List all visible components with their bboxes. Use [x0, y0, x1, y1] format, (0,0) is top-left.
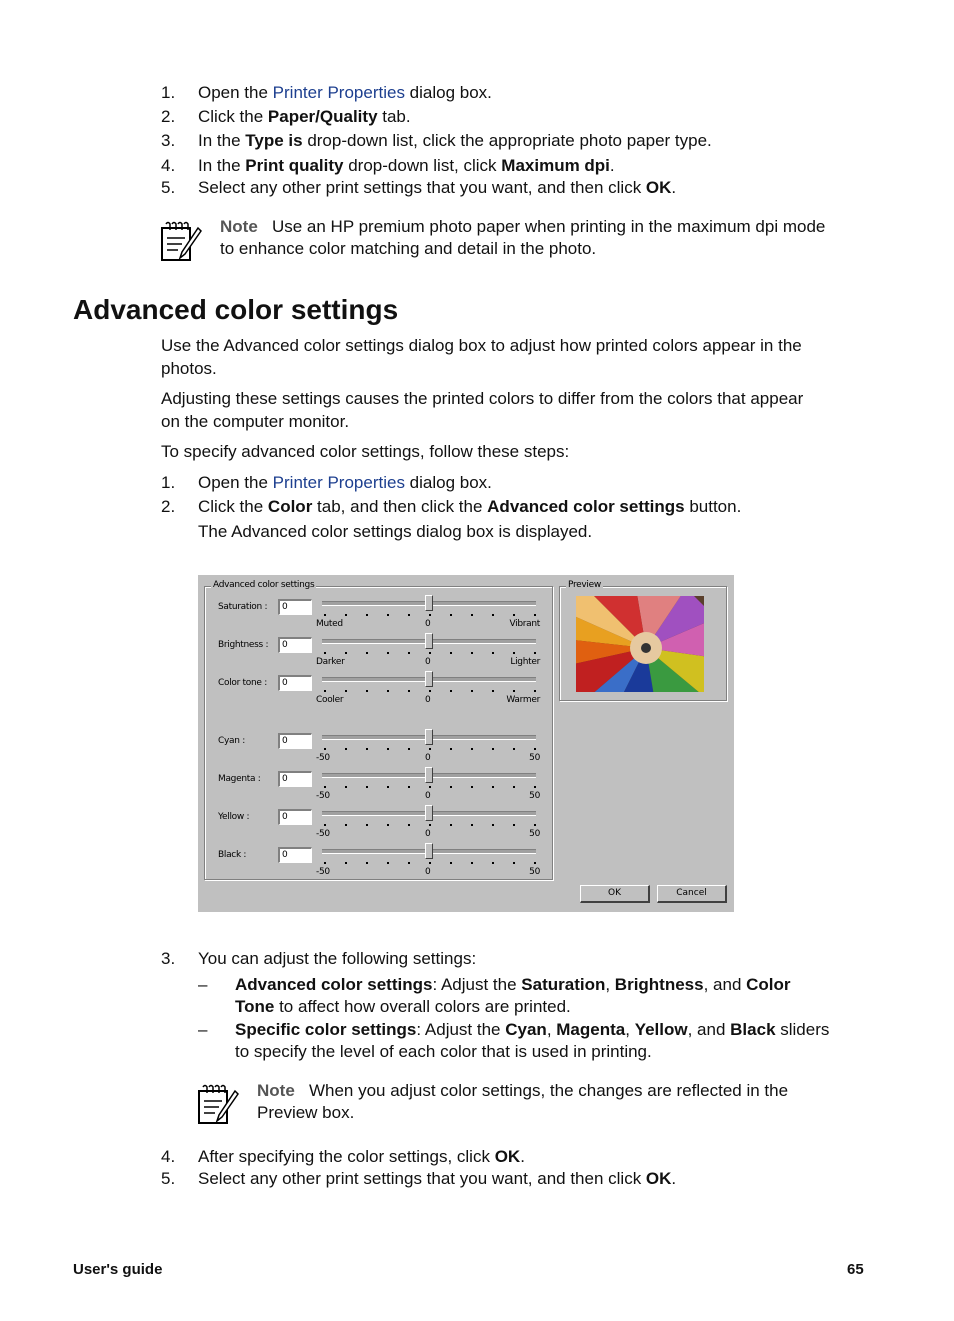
- slider-tick: [408, 824, 410, 826]
- slider-tick: [345, 786, 347, 788]
- slider-tick: [471, 748, 473, 750]
- slider-tick: [450, 862, 452, 864]
- slider-thumb[interactable]: [425, 729, 433, 745]
- slider-tick: [429, 862, 431, 864]
- slider-thumb[interactable]: [425, 805, 433, 821]
- slider-tick: [534, 690, 536, 692]
- slider-thumb[interactable]: [425, 671, 433, 687]
- footer-guide-title: User's guide: [73, 1261, 163, 1278]
- slider-tick: [471, 614, 473, 616]
- cancel-button[interactable]: Cancel: [657, 885, 727, 903]
- slider-tick: [513, 824, 515, 826]
- slider-value-field[interactable]: 0: [278, 599, 312, 615]
- slider-tick: [534, 614, 536, 616]
- slider-mid-label: 0: [425, 753, 431, 763]
- slider-tick: [324, 748, 326, 750]
- step-2-result: The Advanced color settings dialog box is displayed.: [198, 522, 593, 541]
- slider-tick: [492, 862, 494, 864]
- slider-tick: [366, 862, 368, 864]
- note-icon: [158, 220, 204, 262]
- slider-label: Saturation :: [218, 602, 268, 612]
- slider-tick: [450, 652, 452, 654]
- slider-label: Yellow :: [218, 812, 250, 822]
- slider-tick: [366, 824, 368, 826]
- slider-tick: [513, 652, 515, 654]
- slider-tick: [345, 748, 347, 750]
- colored-pencils-photo: [576, 596, 704, 692]
- slider-tick: [513, 690, 515, 692]
- slider-max-label: 50: [529, 753, 540, 763]
- slider-tick: [513, 614, 515, 616]
- slider-tick: [429, 652, 431, 654]
- slider-thumb[interactable]: [425, 843, 433, 859]
- slider-tick: [471, 862, 473, 864]
- slider-tick: [345, 824, 347, 826]
- slider-mid-label: 0: [425, 695, 431, 705]
- slider-tick: [345, 690, 347, 692]
- slider-tick: [387, 824, 389, 826]
- slider-tick: [492, 690, 494, 692]
- slider-tick: [408, 786, 410, 788]
- intro-paragraph-2: Adjusting these settings causes the printed colors to differ from the colors that appear: [161, 389, 804, 408]
- ok-button[interactable]: OK: [580, 885, 650, 903]
- slider-max-label: Warmer: [506, 695, 540, 705]
- slider-tick: [534, 786, 536, 788]
- slider-label: Brightness :: [218, 640, 269, 650]
- slider-tick: [387, 862, 389, 864]
- slider-value-field[interactable]: 0: [278, 733, 312, 749]
- slider-tick: [513, 786, 515, 788]
- slider-tick: [513, 748, 515, 750]
- slider-tick: [534, 652, 536, 654]
- slider-tick: [345, 614, 347, 616]
- slider-value-field[interactable]: 0: [278, 809, 312, 825]
- slider-tick: [450, 690, 452, 692]
- slider-tick: [408, 614, 410, 616]
- note-icon: [195, 1083, 241, 1125]
- note-label: Note: [257, 1081, 295, 1100]
- slider-tick: [324, 614, 326, 616]
- slider-tick: [366, 786, 368, 788]
- slider-tick: [450, 748, 452, 750]
- slider-tick: [387, 690, 389, 692]
- slider-tick: [534, 748, 536, 750]
- section-heading: Advanced color settings: [73, 294, 399, 325]
- slider-min-label: -50: [316, 829, 330, 839]
- note-label: Note: [220, 217, 258, 236]
- slider-tick: [492, 614, 494, 616]
- slider-tick: [366, 748, 368, 750]
- slider-label: Black :: [218, 850, 247, 860]
- slider-tick: [471, 652, 473, 654]
- slider-tick: [387, 786, 389, 788]
- slider-value-field[interactable]: 0: [278, 847, 312, 863]
- slider-tick: [429, 824, 431, 826]
- slider-min-label: Muted: [316, 619, 343, 629]
- slider-tick: [345, 862, 347, 864]
- slider-tick: [492, 786, 494, 788]
- slider-tick: [450, 824, 452, 826]
- slider-tick: [324, 786, 326, 788]
- slider-tick: [492, 652, 494, 654]
- slider-tick: [366, 614, 368, 616]
- slider-mid-label: 0: [425, 791, 431, 801]
- slider-tick: [408, 690, 410, 692]
- slider-tick: [324, 652, 326, 654]
- slider-thumb[interactable]: [425, 595, 433, 611]
- slider-tick: [534, 862, 536, 864]
- advanced-color-settings-group: Advanced color settings: [204, 586, 553, 880]
- printer-properties-link[interactable]: Printer Properties: [272, 83, 405, 102]
- intro-paragraph-3: To specify advanced color settings, follow these steps:: [161, 442, 570, 461]
- slider-value-field[interactable]: 0: [278, 637, 312, 653]
- slider-thumb[interactable]: [425, 633, 433, 649]
- slider-tick: [366, 690, 368, 692]
- intro-paragraph-1: Use the Advanced color settings dialog box to adjust how printed colors appear in the: [161, 336, 802, 355]
- slider-tick: [387, 652, 389, 654]
- slider-min-label: -50: [316, 791, 330, 801]
- slider-tick: [429, 614, 431, 616]
- slider-tick: [324, 862, 326, 864]
- slider-max-label: Vibrant: [509, 619, 540, 629]
- slider-tick: [324, 824, 326, 826]
- slider-label: Color tone :: [218, 678, 267, 688]
- slider-tick: [366, 652, 368, 654]
- slider-mid-label: 0: [425, 657, 431, 667]
- slider-value-field[interactable]: 0: [278, 771, 312, 787]
- slider-tick: [408, 748, 410, 750]
- preview-group: Preview: [559, 586, 727, 701]
- slider-tick: [471, 786, 473, 788]
- preview-image: [576, 596, 704, 692]
- slider-min-label: -50: [316, 753, 330, 763]
- slider-tick: [345, 652, 347, 654]
- slider-tick: [450, 614, 452, 616]
- slider-tick: [387, 748, 389, 750]
- slider-label: Cyan :: [218, 736, 245, 746]
- page-number: 65: [847, 1261, 864, 1278]
- slider-tick: [408, 862, 410, 864]
- slider-max-label: 50: [529, 867, 540, 877]
- slider-tick: [450, 786, 452, 788]
- slider-tick: [534, 824, 536, 826]
- slider-mid-label: 0: [425, 619, 431, 629]
- printer-properties-link[interactable]: Printer Properties: [272, 473, 405, 492]
- slider-tick: [471, 690, 473, 692]
- slider-max-label: 50: [529, 829, 540, 839]
- slider-tick: [471, 824, 473, 826]
- slider-tick: [513, 862, 515, 864]
- slider-value-field[interactable]: 0: [278, 675, 312, 691]
- slider-mid-label: 0: [425, 829, 431, 839]
- slider-tick: [387, 614, 389, 616]
- slider-tick: [492, 824, 494, 826]
- slider-tick: [408, 652, 410, 654]
- slider-label: Magenta :: [218, 774, 261, 784]
- slider-mid-label: 0: [425, 867, 431, 877]
- slider-min-label: Cooler: [316, 695, 344, 705]
- slider-tick: [324, 690, 326, 692]
- slider-min-label: -50: [316, 867, 330, 877]
- slider-max-label: 50: [529, 791, 540, 801]
- slider-thumb[interactable]: [425, 767, 433, 783]
- slider-max-label: Lighter: [510, 657, 540, 667]
- slider-tick: [429, 748, 431, 750]
- slider-tick: [429, 786, 431, 788]
- slider-tick: [492, 748, 494, 750]
- slider-tick: [429, 690, 431, 692]
- slider-min-label: Darker: [316, 657, 345, 667]
